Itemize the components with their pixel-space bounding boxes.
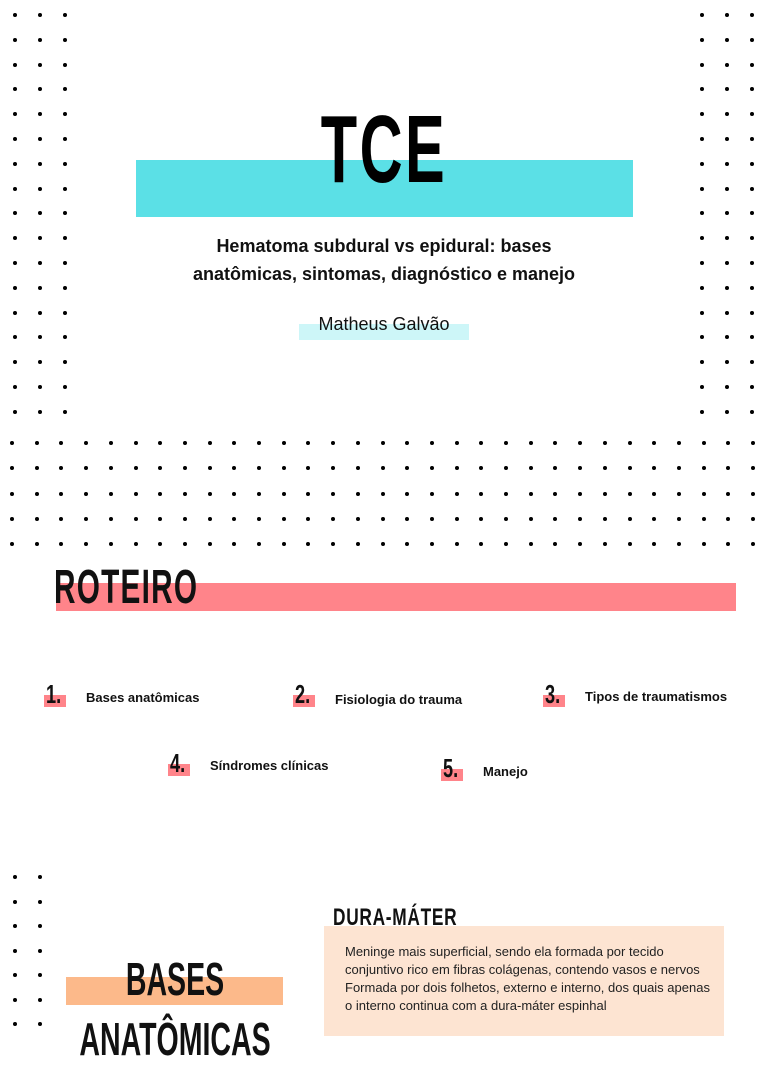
dot	[702, 517, 706, 521]
dot	[553, 441, 557, 445]
dot	[725, 187, 729, 191]
dot	[652, 492, 656, 496]
dot	[257, 492, 261, 496]
dot	[109, 492, 113, 496]
dot	[529, 542, 533, 546]
dot	[134, 441, 138, 445]
dot	[257, 466, 261, 470]
dot	[134, 492, 138, 496]
dot	[63, 137, 67, 141]
dot	[38, 261, 42, 265]
dot	[725, 13, 729, 17]
dot	[10, 492, 14, 496]
dot	[725, 261, 729, 265]
dot	[725, 335, 729, 339]
dot	[13, 311, 17, 315]
dot	[306, 441, 310, 445]
dot	[38, 998, 42, 1002]
dot	[700, 13, 704, 17]
dura-mater-heading: DURA-MÁTER	[333, 904, 458, 931]
item-number: 5.	[443, 753, 459, 783]
dot	[63, 385, 67, 389]
dot	[208, 492, 212, 496]
dot	[356, 492, 360, 496]
dot	[84, 542, 88, 546]
bases-heading: BASES	[125, 953, 225, 1005]
dot	[158, 441, 162, 445]
item-number: 3.	[545, 679, 561, 709]
dot	[109, 466, 113, 470]
dot	[38, 410, 42, 414]
dot	[84, 441, 88, 445]
dot	[183, 517, 187, 521]
dot	[702, 492, 706, 496]
dot	[479, 441, 483, 445]
dot	[700, 335, 704, 339]
dot	[63, 311, 67, 315]
dot	[59, 492, 63, 496]
dot	[13, 385, 17, 389]
dot	[38, 1022, 42, 1026]
dot	[306, 466, 310, 470]
dot	[504, 466, 508, 470]
dot	[38, 875, 42, 879]
dot	[751, 492, 755, 496]
dot	[63, 211, 67, 215]
dot	[578, 441, 582, 445]
dot	[158, 517, 162, 521]
dot	[10, 441, 14, 445]
dot	[13, 900, 17, 904]
dot	[702, 542, 706, 546]
dot	[700, 63, 704, 67]
dot	[63, 236, 67, 240]
dot	[725, 286, 729, 290]
dot	[529, 441, 533, 445]
dot	[381, 542, 385, 546]
dot	[109, 441, 113, 445]
dot	[331, 466, 335, 470]
item-number: 4.	[170, 748, 186, 778]
dot	[134, 517, 138, 521]
dot	[725, 360, 729, 364]
item-label: Síndromes clínicas	[210, 758, 329, 773]
dot	[158, 542, 162, 546]
dot	[38, 63, 42, 67]
dot	[183, 441, 187, 445]
dot	[750, 187, 754, 191]
dot	[750, 311, 754, 315]
dot	[13, 335, 17, 339]
dot	[208, 542, 212, 546]
dot	[13, 162, 17, 166]
dot	[38, 187, 42, 191]
dot	[677, 466, 681, 470]
dot	[725, 385, 729, 389]
dot	[504, 517, 508, 521]
dot	[356, 466, 360, 470]
dot	[553, 517, 557, 521]
dot	[750, 63, 754, 67]
dot	[63, 286, 67, 290]
dot	[750, 385, 754, 389]
dot	[750, 112, 754, 116]
dot	[603, 542, 607, 546]
dot	[700, 261, 704, 265]
dot	[63, 87, 67, 91]
dot	[750, 162, 754, 166]
dot	[13, 13, 17, 17]
dot	[282, 441, 286, 445]
dot	[578, 517, 582, 521]
dot	[38, 385, 42, 389]
dot	[479, 466, 483, 470]
dot	[750, 286, 754, 290]
dot	[59, 466, 63, 470]
dot	[750, 87, 754, 91]
dot	[553, 492, 557, 496]
dot	[63, 38, 67, 42]
dot	[750, 335, 754, 339]
dot	[628, 492, 632, 496]
dot	[702, 466, 706, 470]
dot	[63, 335, 67, 339]
dot	[63, 112, 67, 116]
dot	[63, 187, 67, 191]
dot	[158, 492, 162, 496]
dot	[232, 517, 236, 521]
dot	[35, 542, 39, 546]
dot	[38, 13, 42, 17]
dot	[529, 466, 533, 470]
dot	[306, 542, 310, 546]
dot	[405, 492, 409, 496]
dot	[455, 517, 459, 521]
dot	[13, 875, 17, 879]
dot	[63, 162, 67, 166]
dot	[652, 466, 656, 470]
item-number: 2.	[295, 679, 311, 709]
dot	[751, 517, 755, 521]
dot	[63, 360, 67, 364]
dot	[700, 162, 704, 166]
dot	[652, 542, 656, 546]
dot	[700, 311, 704, 315]
dot	[652, 441, 656, 445]
dot	[331, 542, 335, 546]
dot	[183, 466, 187, 470]
dot	[751, 542, 755, 546]
dot	[306, 492, 310, 496]
dot	[331, 441, 335, 445]
dot	[725, 162, 729, 166]
dot	[430, 542, 434, 546]
dot	[63, 410, 67, 414]
dot	[13, 410, 17, 414]
dot	[257, 441, 261, 445]
dot	[331, 492, 335, 496]
dot	[603, 517, 607, 521]
dot	[38, 973, 42, 977]
dot	[677, 441, 681, 445]
dot	[35, 466, 39, 470]
dot	[700, 112, 704, 116]
dot	[13, 63, 17, 67]
dot	[10, 517, 14, 521]
dot	[38, 137, 42, 141]
dot	[13, 924, 17, 928]
dot	[38, 236, 42, 240]
dot	[603, 466, 607, 470]
dot	[725, 63, 729, 67]
dot	[455, 542, 459, 546]
dot	[38, 286, 42, 290]
dot	[84, 517, 88, 521]
dot	[282, 542, 286, 546]
subtitle-line-1: Hematoma subdural vs epidural: bases	[216, 236, 552, 256]
dot	[63, 63, 67, 67]
dot	[628, 441, 632, 445]
dot	[232, 441, 236, 445]
dot	[356, 542, 360, 546]
dot	[751, 441, 755, 445]
dot	[725, 38, 729, 42]
dot	[232, 466, 236, 470]
dot	[38, 112, 42, 116]
dot	[38, 162, 42, 166]
dot	[59, 441, 63, 445]
item-label: Bases anatômicas	[86, 690, 200, 705]
dot	[38, 311, 42, 315]
dot	[726, 492, 730, 496]
dot	[725, 236, 729, 240]
dot	[700, 38, 704, 42]
dot	[35, 441, 39, 445]
dot	[430, 492, 434, 496]
dot	[504, 441, 508, 445]
dot	[750, 137, 754, 141]
dot	[13, 1022, 17, 1026]
dot	[13, 998, 17, 1002]
dot	[63, 13, 67, 17]
dura-paragraph-1: Meninge mais superficial, sendo ela formada por tecido conjuntivo rico em fibras colágenas, contendo vasos e nervos	[345, 944, 700, 977]
dot	[134, 466, 138, 470]
dot	[652, 517, 656, 521]
dot	[381, 466, 385, 470]
dot	[725, 112, 729, 116]
dot	[750, 13, 754, 17]
dot	[455, 492, 459, 496]
dot	[381, 441, 385, 445]
dot	[725, 87, 729, 91]
dot	[38, 900, 42, 904]
dot	[529, 517, 533, 521]
dot	[59, 542, 63, 546]
dot	[529, 492, 533, 496]
dot	[430, 466, 434, 470]
dot	[700, 137, 704, 141]
dot	[700, 236, 704, 240]
dot	[726, 542, 730, 546]
item-label: Fisiologia do trauma	[335, 692, 463, 707]
dot	[10, 542, 14, 546]
dot	[13, 38, 17, 42]
dot	[13, 360, 17, 364]
dot	[282, 492, 286, 496]
dot	[183, 492, 187, 496]
dot	[405, 466, 409, 470]
dot	[628, 542, 632, 546]
dot	[356, 517, 360, 521]
dot	[750, 261, 754, 265]
dot	[208, 517, 212, 521]
dot	[553, 542, 557, 546]
dot	[13, 261, 17, 265]
dot	[504, 542, 508, 546]
dot	[751, 466, 755, 470]
dot	[455, 466, 459, 470]
dot	[603, 441, 607, 445]
dot	[257, 517, 261, 521]
dura-paragraph-2: Formada por dois folhetos, externo e interno, dos quais apenas o interno continua com a dura-máter espinhal	[345, 980, 710, 1013]
dot	[282, 517, 286, 521]
dot	[405, 441, 409, 445]
page-title: TCE	[320, 96, 448, 203]
dot	[38, 211, 42, 215]
dot	[13, 137, 17, 141]
dot	[578, 492, 582, 496]
dot	[232, 542, 236, 546]
dot	[455, 441, 459, 445]
dot	[38, 38, 42, 42]
dot	[356, 441, 360, 445]
dot	[134, 542, 138, 546]
dot	[700, 286, 704, 290]
dot	[677, 542, 681, 546]
dot	[183, 542, 187, 546]
dot	[750, 38, 754, 42]
dot	[725, 410, 729, 414]
dot	[13, 112, 17, 116]
dot	[13, 286, 17, 290]
dot	[479, 517, 483, 521]
dot	[13, 187, 17, 191]
author-name: Matheus Galvão	[318, 314, 450, 334]
dot	[677, 492, 681, 496]
dot	[750, 236, 754, 240]
dot	[700, 87, 704, 91]
subtitle-line-2: anatômicas, sintomas, diagnóstico e manejo	[192, 264, 576, 284]
dura-mater-text	[345, 943, 710, 1015]
item-label: Manejo	[483, 764, 528, 779]
dot	[13, 236, 17, 240]
dot	[726, 441, 730, 445]
dot	[479, 542, 483, 546]
dot	[84, 492, 88, 496]
dot	[158, 466, 162, 470]
dot	[553, 466, 557, 470]
dot	[38, 87, 42, 91]
dot	[430, 517, 434, 521]
bases-heading-line-2: ANATÔMICAS	[79, 1013, 271, 1065]
dot	[750, 410, 754, 414]
dot	[208, 466, 212, 470]
dot	[700, 360, 704, 364]
item-label: Tipos de traumatismos	[585, 689, 728, 704]
dot	[700, 187, 704, 191]
dot	[700, 385, 704, 389]
dot	[13, 87, 17, 91]
item-number: 1.	[46, 679, 62, 709]
dot	[725, 137, 729, 141]
dot	[208, 441, 212, 445]
dot	[504, 492, 508, 496]
dot	[109, 517, 113, 521]
dot	[84, 466, 88, 470]
dot	[405, 517, 409, 521]
dot	[381, 517, 385, 521]
dot	[331, 517, 335, 521]
dot	[38, 360, 42, 364]
dot	[726, 466, 730, 470]
dot	[628, 466, 632, 470]
page-subtitle	[140, 232, 628, 288]
dot	[13, 973, 17, 977]
dot	[628, 517, 632, 521]
dot	[578, 542, 582, 546]
dot	[257, 542, 261, 546]
dot	[306, 517, 310, 521]
dot	[35, 492, 39, 496]
dot	[38, 949, 42, 953]
dot	[700, 211, 704, 215]
dot	[725, 311, 729, 315]
dot	[430, 441, 434, 445]
dot	[700, 410, 704, 414]
dot	[405, 542, 409, 546]
dot	[38, 335, 42, 339]
dot	[750, 211, 754, 215]
dot	[109, 542, 113, 546]
dot	[479, 492, 483, 496]
dot	[13, 949, 17, 953]
dot	[578, 466, 582, 470]
dot	[232, 492, 236, 496]
roteiro-heading: ROTEIRO	[54, 561, 199, 614]
dot	[282, 466, 286, 470]
dot	[10, 466, 14, 470]
dot	[381, 492, 385, 496]
dot	[13, 211, 17, 215]
dot	[59, 517, 63, 521]
dot	[725, 211, 729, 215]
dot	[750, 360, 754, 364]
dot	[726, 517, 730, 521]
dot	[63, 261, 67, 265]
dot	[702, 441, 706, 445]
dot	[35, 517, 39, 521]
dot	[38, 924, 42, 928]
dot	[677, 517, 681, 521]
dot	[603, 492, 607, 496]
